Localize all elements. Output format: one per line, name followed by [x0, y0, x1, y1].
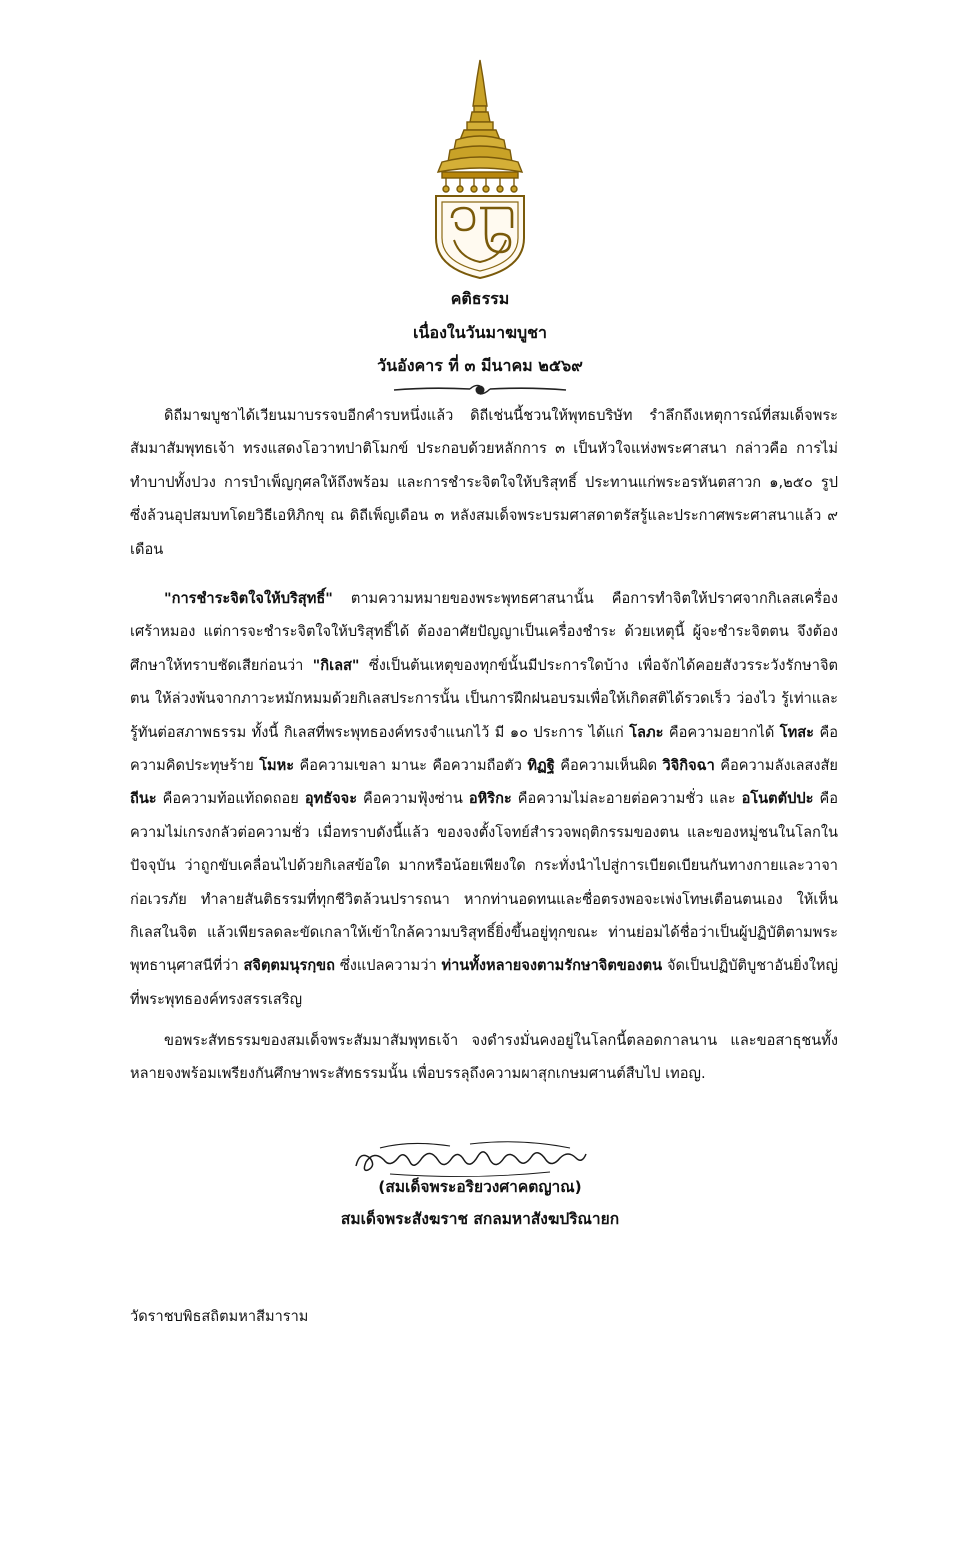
paragraph-purify-mind [130, 582, 838, 1016]
text-segment: คือความไม่เกรงกลัวต่อความชั่ว เมื่อทราบดังนี้แล้ว ของจงตั้งโจทย์สำรวจพฤติกรรมของตน และของหมู่ชนในโลกในปัจจุบัน ว่าถูกขับเคลื่อนไปด้วยกิเลสข้อใด มากหรือน้อยเพียงใด กระทั่งนำไปสู่การเบียดเบียนกันทางกายและวาจา ก่อเวรภัย ทำลายสันติธรรมที่ทุกชีวิตล้วนปรารถนา หากท่านอดทนและซื่อตรงพอจะเพ่งโทษเตือนตนเอง ให้เห็นกิเลสในจิต แล้วเพียรลดละขัดเกลาให้เข้าใกล้ความบริสุทธิ์ยิ่งขึ้นอยู่ทุกขณะ ท่านย่อมได้ชื่อว่าเป็นผู้ปฏิบัติตามพระพุทธานุศาสนีที่ว่า [130, 790, 838, 975]
signatory-title: สมเด็จพระสังฆราช สกลมหาสังฆปริณายก [340, 1210, 620, 1228]
text-segment: ตามความหมายของพระพุทธศาสนานั้น คือการทำจิตให้ปราศจากกิเลสเครื่องเศร้าหมอง แต่การจะชำระจิตใจให้บริสุทธิ์ได้ ต้องอาศัยปัญญาเป็นเครื่องชำระ ด้วยเหตุนี้ ผู้จะชำระจิตตน จึงต้องศึกษาให้ทราบชัดเสียก่อนว่า [130, 590, 838, 674]
temple-name: วัดราชบพิธสถิตมหาสีมาราม [130, 1308, 309, 1325]
paragraph-blessing: ขอพระสัทธรรมของสมเด็จพระสัมมาสัมพุทธเจ้า จงดำรงมั่นคงอยู่ในโลกนี้ตลอดกาลนาน และขอสาธุชนทั้งหลายจงพร้อมเพรียงกันศึกษาพระสัทธรรมนั้น เพื่อบรรลุถึงความผาสุกเกษมศานต์สืบไป เทอญ. [130, 1032, 838, 1083]
term-ahirika: อหิริกะ [468, 790, 512, 808]
term-vicikiccha: วิจิกิจฉา [662, 757, 715, 775]
text-segment: คือความลังเลสงสัย [714, 757, 838, 775]
term-dosa: โทสะ [779, 723, 815, 741]
text-segment: คือความฟุ้งซ่าน [357, 790, 469, 808]
term-anottappa: อโนตตัปปะ [741, 790, 814, 808]
document-subtitle: เนื่องในวันมาฆบูชา [413, 323, 547, 342]
emphasis-purify-mind: "การชำระจิตใจให้บริสุทธิ์" [164, 590, 333, 607]
pali-quote: สจิตฺตมนุรกฺขถ [243, 957, 335, 975]
emphasis-kilesa: "กิเลส" [312, 656, 360, 674]
signatory-name: (สมเด็จพระอริยวงศาคตญาณ) [378, 1178, 582, 1196]
term-ditthi: ทิฏฐิ [527, 757, 555, 775]
document-title: คติธรรม [450, 289, 510, 308]
royal-emblem-icon [420, 58, 540, 280]
term-lobha: โลภะ [629, 723, 664, 741]
text-segment: คือความเขลา มานะ คือความถือตัว [294, 757, 528, 775]
text-segment: คือความอยากได้ [663, 723, 780, 741]
document-date: วันอังคาร ที่ ๓ มีนาคม ๒๕๖๙ [377, 356, 583, 375]
text-segment: จัดเป็นปฏิบัติบูชาอันยิ่งใหญ่ที่พระพุทธองค์ทรงสรรเสริญ [130, 957, 838, 1008]
text-segment: คือความเห็นผิด [554, 757, 663, 775]
term-moha: โมหะ [259, 757, 295, 775]
text-segment: ซึ่งแปลความว่า [335, 957, 442, 975]
text-segment: คือความคิดประทุษร้าย [130, 723, 838, 775]
text-segment: คือความไม่ละอายต่อความชั่ว และ [511, 790, 742, 808]
quote-translation: ท่านทั้งหลายจงตามรักษาจิตของตน [441, 957, 663, 975]
paragraph-magha-puja: ดิถีมาฆบูชาได้เวียนมาบรรจบอีกคำรบหนึ่งแล้ว ดิถีเช่นนี้ชวนให้พุทธบริษัท รำลึกถึงเหตุการณ์ที่สมเด็จพระสัมมาสัมพุทธเจ้า ทรงแสดงโอวาทปาติโมกข์ ประกอบด้วยหลักการ ๓ เป็นหัวใจแห่งพระศาสนา กล่าวคือ การไม่ทำบาปทั้งปวง การบำเพ็ญกุศลให้ถึงพร้อม และการชำระจิตใจให้บริสุทธิ์ ประทานแก่พระอรหันตสาวก ๑,๒๕๐ รูป ซึ่งล้วนอุปสมบทโดยวิธีเอหิภิกขุ ณ ดิถีเพ็ญเดือน ๓ หลังสมเด็จพระบรมศาสดาตรัสรู้และประกาศพระศาสนาแล้ว ๙ เดือน [130, 407, 838, 558]
text-segment: ซึ่งเป็นต้นเหตุของทุกข์นั้นมีประการใดบ้าง เพื่อจักได้คอยสังวรระวังรักษาจิตตน ให้ล่วงพ้นจากภาวะหมักหมมด้วยกิเลสประการนั้น เป็นการฝึกฝนอบรมเพื่อให้เกิดสติได้รวดเร็ว ว่องไว รู้เท่าและรู้ทันต่อสภาพธรรม ทั้งนี้ กิเลสที่พระพุทธองค์ทรงจำแนกไว้ มี ๑๐ ประการ ได้แก่ [130, 656, 838, 741]
term-thina: ถีนะ [130, 790, 157, 808]
term-uddhacca: อุทธัจจะ [304, 790, 358, 808]
divider-ornament-icon [390, 381, 570, 399]
text-segment: คือความท้อแท้ถดถอย [156, 790, 305, 808]
